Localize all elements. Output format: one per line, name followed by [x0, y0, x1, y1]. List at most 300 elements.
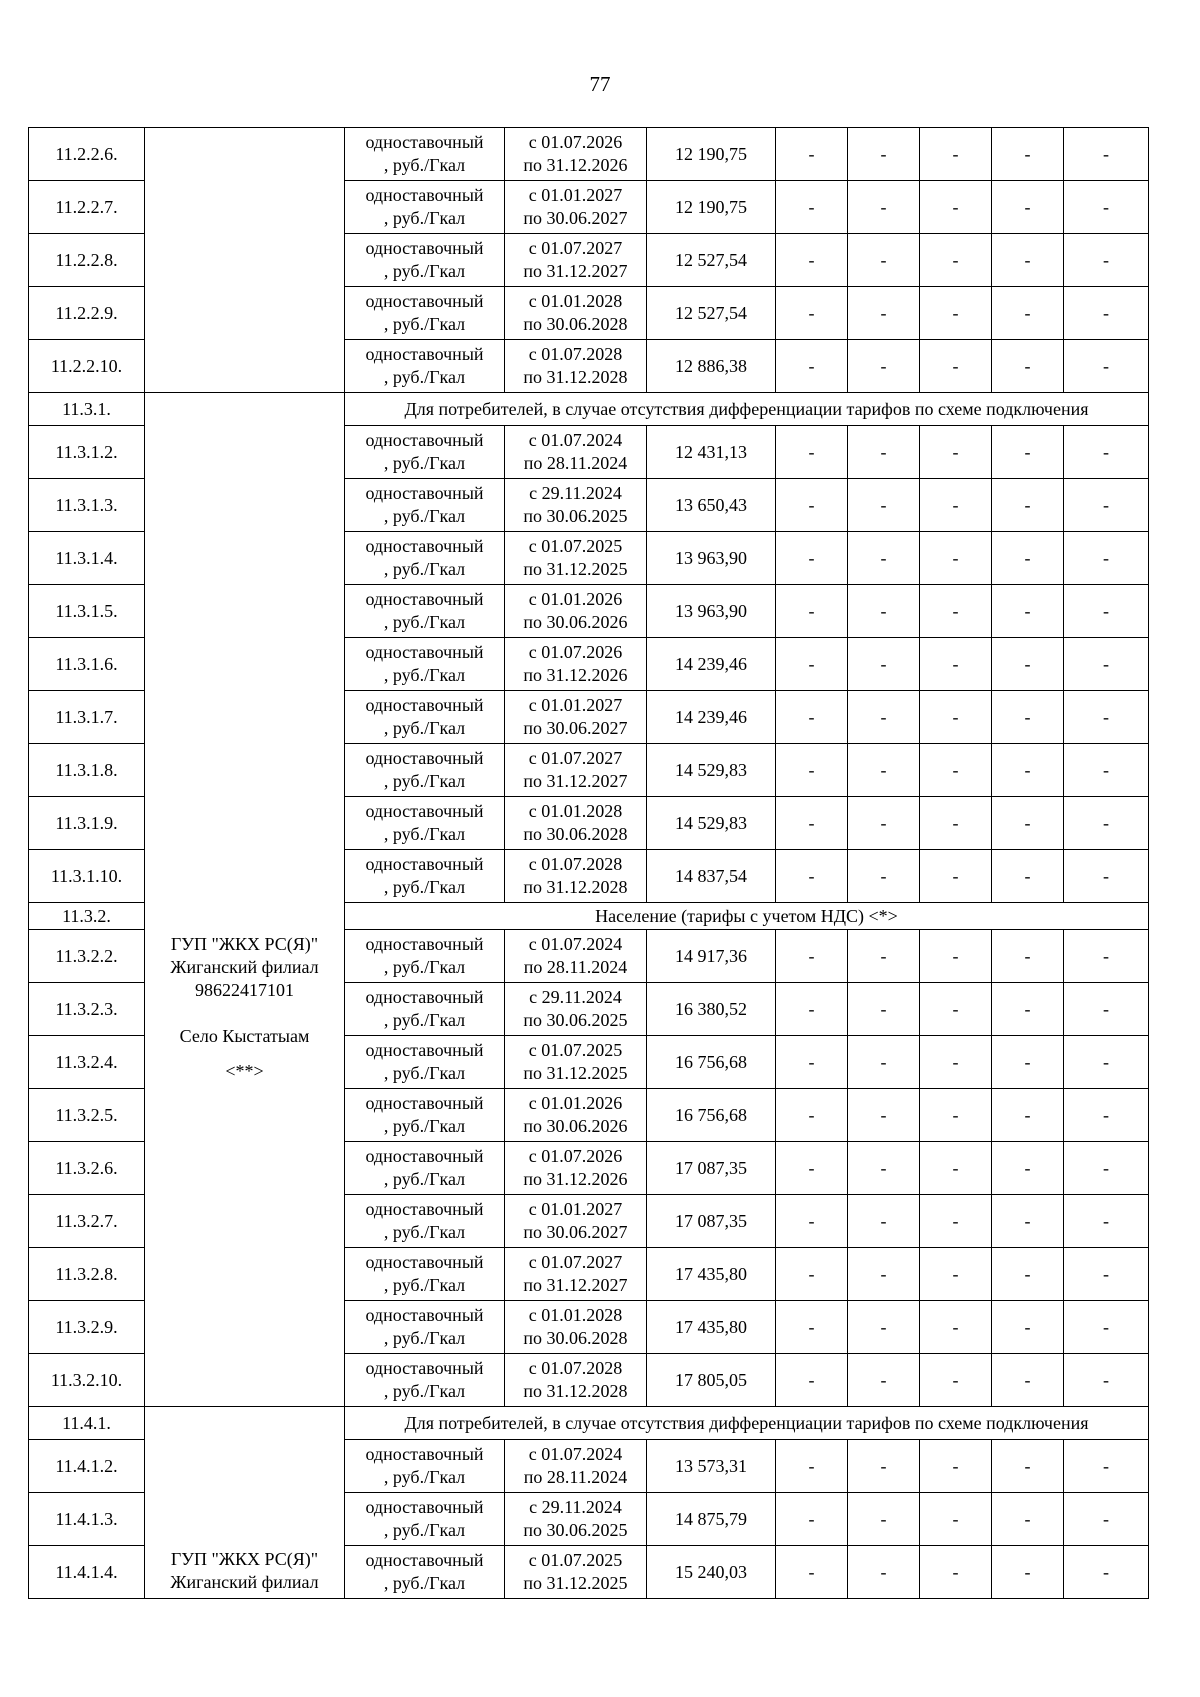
- empty-value-dash: -: [848, 1036, 920, 1089]
- empty-value-dash: -: [848, 234, 920, 287]
- tariff-value: 13 650,43: [647, 479, 776, 532]
- period-to: по 30.06.2025: [523, 1520, 628, 1540]
- tariff-unit: одноставочный , руб./Гкал: [345, 340, 505, 393]
- row-code: 11.3.2.8.: [29, 1248, 145, 1301]
- empty-value-dash: -: [920, 1354, 992, 1407]
- tariff-period: [505, 1089, 647, 1142]
- empty-value-dash: -: [776, 585, 848, 638]
- empty-value-dash: -: [776, 128, 848, 181]
- section-title: Для потребителей, в случае отсутствия дифференциации тарифов по схеме подключения: [345, 393, 1149, 426]
- empty-value-dash: -: [1064, 1195, 1149, 1248]
- period-from: с 01.01.2027: [528, 695, 623, 715]
- tariff-unit: одноставочный , руб./Гкал: [345, 585, 505, 638]
- period-to: по 31.12.2026: [523, 1169, 628, 1189]
- empty-value-dash: -: [776, 1354, 848, 1407]
- org-cell: [145, 393, 345, 1407]
- tariff-value: 12 527,54: [647, 287, 776, 340]
- tariff-period: [505, 1546, 647, 1599]
- empty-value-dash: -: [848, 128, 920, 181]
- period-to: по 30.06.2026: [523, 1116, 628, 1136]
- empty-value-dash: -: [992, 585, 1064, 638]
- row-code: 11.2.2.6.: [29, 128, 145, 181]
- empty-value-dash: -: [992, 638, 1064, 691]
- empty-value-dash: -: [776, 287, 848, 340]
- empty-value-dash: -: [1064, 638, 1149, 691]
- tariff-value: 17 087,35: [647, 1142, 776, 1195]
- tariff-table-body: [29, 128, 1149, 1599]
- empty-value-dash: -: [776, 1195, 848, 1248]
- tariff-period: [505, 234, 647, 287]
- period-to: по 31.12.2028: [523, 877, 628, 897]
- tariff-value: 14 239,46: [647, 691, 776, 744]
- section-title: Для потребителей, в случае отсутствия дифференциации тарифов по схеме подключения: [345, 1407, 1149, 1440]
- period-to: по 28.11.2024: [523, 453, 628, 473]
- empty-value-dash: -: [1064, 234, 1149, 287]
- org-branch: Жиганский филиал: [170, 957, 319, 977]
- empty-value-dash: -: [920, 1301, 992, 1354]
- period-to: по 31.12.2027: [523, 771, 628, 791]
- empty-value-dash: -: [920, 532, 992, 585]
- tariff-unit: одноставочный , руб./Гкал: [345, 181, 505, 234]
- empty-value-dash: -: [1064, 1036, 1149, 1089]
- tariff-period: [505, 1142, 647, 1195]
- row-code: 11.3.1.4.: [29, 532, 145, 585]
- tariff-unit: одноставочный , руб./Гкал: [345, 1248, 505, 1301]
- row-code: 11.3.1.2.: [29, 426, 145, 479]
- empty-value-dash: -: [920, 234, 992, 287]
- empty-value-dash: -: [776, 532, 848, 585]
- tariff-value: 15 240,03: [647, 1546, 776, 1599]
- row-code: 11.3.2.6.: [29, 1142, 145, 1195]
- empty-value-dash: -: [992, 1440, 1064, 1493]
- empty-value-dash: -: [848, 930, 920, 983]
- tariff-unit: одноставочный , руб./Гкал: [345, 479, 505, 532]
- tariff-unit: одноставочный , руб./Гкал: [345, 1195, 505, 1248]
- tariff-unit: одноставочный , руб./Гкал: [345, 1546, 505, 1599]
- empty-value-dash: -: [776, 850, 848, 903]
- empty-value-dash: -: [848, 1142, 920, 1195]
- tariff-unit: одноставочный , руб./Гкал: [345, 638, 505, 691]
- row-code: 11.2.2.10.: [29, 340, 145, 393]
- tariff-period: [505, 930, 647, 983]
- tariff-period: [505, 479, 647, 532]
- tariff-period: [505, 1248, 647, 1301]
- tariff-table: [28, 127, 1149, 1599]
- tariff-unit: одноставочный , руб./Гкал: [345, 1036, 505, 1089]
- empty-value-dash: -: [776, 983, 848, 1036]
- empty-value-dash: -: [776, 181, 848, 234]
- empty-value-dash: -: [920, 1248, 992, 1301]
- tariff-period: [505, 638, 647, 691]
- empty-value-dash: -: [992, 744, 1064, 797]
- tariff-unit: одноставочный , руб./Гкал: [345, 691, 505, 744]
- empty-value-dash: -: [776, 691, 848, 744]
- tariff-unit: одноставочный , руб./Гкал: [345, 797, 505, 850]
- row-code: 11.3.2.5.: [29, 1089, 145, 1142]
- empty-value-dash: -: [920, 1036, 992, 1089]
- empty-value-dash: -: [848, 1248, 920, 1301]
- tariff-value: 12 527,54: [647, 234, 776, 287]
- tariff-period: [505, 1354, 647, 1407]
- org-cell-empty: [145, 128, 345, 393]
- empty-value-dash: -: [776, 340, 848, 393]
- period-from: с 01.01.2027: [528, 185, 623, 205]
- empty-value-dash: -: [920, 585, 992, 638]
- tariff-unit: одноставочный , руб./Гкал: [345, 1142, 505, 1195]
- row-code: 11.2.2.8.: [29, 234, 145, 287]
- row-code: 11.3.2.7.: [29, 1195, 145, 1248]
- empty-value-dash: -: [848, 1089, 920, 1142]
- empty-value-dash: -: [920, 287, 992, 340]
- tariff-value: 14 917,36: [647, 930, 776, 983]
- period-from: с 01.07.2027: [528, 1252, 623, 1272]
- tariff-period: [505, 181, 647, 234]
- empty-value-dash: -: [920, 797, 992, 850]
- tariff-unit: одноставочный , руб./Гкал: [345, 128, 505, 181]
- empty-value-dash: -: [920, 850, 992, 903]
- row-code: 11.3.2.9.: [29, 1301, 145, 1354]
- tariff-value: 17 805,05: [647, 1354, 776, 1407]
- org-branch: Жиганский филиал: [170, 1572, 319, 1592]
- empty-value-dash: -: [920, 128, 992, 181]
- period-from: с 01.01.2028: [528, 291, 623, 311]
- empty-value-dash: -: [1064, 983, 1149, 1036]
- empty-value-dash: -: [1064, 532, 1149, 585]
- empty-value-dash: -: [992, 850, 1064, 903]
- empty-value-dash: -: [920, 1546, 992, 1599]
- empty-value-dash: -: [992, 426, 1064, 479]
- row-code: 11.3.1.7.: [29, 691, 145, 744]
- empty-value-dash: -: [776, 638, 848, 691]
- empty-value-dash: -: [776, 744, 848, 797]
- tariff-period: [505, 426, 647, 479]
- period-from: с 01.01.2026: [528, 1093, 623, 1113]
- empty-value-dash: -: [1064, 1493, 1149, 1546]
- tariff-unit: одноставочный , руб./Гкал: [345, 234, 505, 287]
- tariff-period: [505, 287, 647, 340]
- period-from: с 01.01.2028: [528, 801, 623, 821]
- tariff-period: [505, 983, 647, 1036]
- tariff-period: [505, 1301, 647, 1354]
- empty-value-dash: -: [992, 234, 1064, 287]
- empty-value-dash: -: [920, 181, 992, 234]
- page-number: 77: [589, 72, 611, 96]
- empty-value-dash: -: [848, 1195, 920, 1248]
- period-from: с 01.07.2024: [528, 934, 623, 954]
- empty-value-dash: -: [848, 1546, 920, 1599]
- empty-value-dash: -: [992, 1493, 1064, 1546]
- tariff-value: 14 837,54: [647, 850, 776, 903]
- tariff-unit: одноставочный , руб./Гкал: [345, 1354, 505, 1407]
- empty-value-dash: -: [992, 1036, 1064, 1089]
- tariff-unit: одноставочный , руб./Гкал: [345, 850, 505, 903]
- period-from: с 01.07.2026: [528, 642, 623, 662]
- period-to: по 31.12.2026: [523, 155, 628, 175]
- empty-value-dash: -: [1064, 128, 1149, 181]
- empty-value-dash: -: [1064, 1089, 1149, 1142]
- row-code: 11.3.1.5.: [29, 585, 145, 638]
- empty-value-dash: -: [1064, 426, 1149, 479]
- period-from: с 01.07.2025: [528, 1040, 623, 1060]
- org-village: Село Кыстатыам: [179, 1026, 310, 1046]
- period-to: по 30.06.2028: [523, 1328, 628, 1348]
- empty-value-dash: -: [848, 1301, 920, 1354]
- period-to: по 31.12.2027: [523, 261, 628, 281]
- empty-value-dash: -: [992, 287, 1064, 340]
- empty-value-dash: -: [1064, 1546, 1149, 1599]
- empty-value-dash: -: [1064, 850, 1149, 903]
- empty-value-dash: -: [1064, 797, 1149, 850]
- tariff-unit: одноставочный , руб./Гкал: [345, 1440, 505, 1493]
- empty-value-dash: -: [1064, 181, 1149, 234]
- tariff-value: 14 239,46: [647, 638, 776, 691]
- empty-value-dash: -: [1064, 585, 1149, 638]
- empty-value-dash: -: [1064, 479, 1149, 532]
- empty-value-dash: -: [992, 1248, 1064, 1301]
- period-to: по 31.12.2025: [523, 1063, 628, 1083]
- empty-value-dash: -: [1064, 1142, 1149, 1195]
- empty-value-dash: -: [992, 797, 1064, 850]
- tariff-value: 14 529,83: [647, 797, 776, 850]
- row-code: 11.4.1.4.: [29, 1546, 145, 1599]
- row-code: 11.3.1.6.: [29, 638, 145, 691]
- empty-value-dash: -: [920, 479, 992, 532]
- empty-value-dash: -: [992, 340, 1064, 393]
- org-name: ГУП "ЖКХ РС(Я)": [170, 1549, 319, 1569]
- empty-value-dash: -: [776, 1440, 848, 1493]
- tariff-value: 12 190,75: [647, 181, 776, 234]
- period-from: с 01.07.2026: [528, 1146, 623, 1166]
- tariff-value: 13 573,31: [647, 1440, 776, 1493]
- tariff-value: 13 963,90: [647, 585, 776, 638]
- empty-value-dash: -: [776, 797, 848, 850]
- empty-value-dash: -: [992, 1089, 1064, 1142]
- tariff-unit: одноставочный , руб./Гкал: [345, 532, 505, 585]
- row-code: 11.3.1.10.: [29, 850, 145, 903]
- empty-value-dash: -: [848, 850, 920, 903]
- empty-value-dash: -: [920, 1195, 992, 1248]
- period-from: с 01.07.2028: [528, 854, 623, 874]
- empty-value-dash: -: [776, 234, 848, 287]
- tariff-period: [505, 691, 647, 744]
- tariff-unit: одноставочный , руб./Гкал: [345, 1089, 505, 1142]
- empty-value-dash: -: [776, 426, 848, 479]
- empty-value-dash: -: [848, 479, 920, 532]
- empty-value-dash: -: [992, 1546, 1064, 1599]
- period-from: с 01.01.2026: [528, 589, 623, 609]
- section-row: [29, 393, 1149, 426]
- period-to: по 30.06.2028: [523, 824, 628, 844]
- empty-value-dash: -: [1064, 1354, 1149, 1407]
- tariff-period: [505, 1195, 647, 1248]
- period-from: с 01.07.2027: [528, 238, 623, 258]
- empty-value-dash: -: [776, 1546, 848, 1599]
- period-to: по 31.12.2026: [523, 665, 628, 685]
- empty-value-dash: -: [992, 532, 1064, 585]
- period-to: по 28.11.2024: [523, 957, 628, 977]
- row-code: 11.3.2.3.: [29, 983, 145, 1036]
- empty-value-dash: -: [848, 585, 920, 638]
- empty-value-dash: -: [848, 287, 920, 340]
- empty-value-dash: -: [920, 1440, 992, 1493]
- tariff-value: 17 087,35: [647, 1195, 776, 1248]
- period-to: по 30.06.2025: [523, 506, 628, 526]
- empty-value-dash: -: [1064, 1248, 1149, 1301]
- tariff-value: 17 435,80: [647, 1248, 776, 1301]
- empty-value-dash: -: [920, 426, 992, 479]
- empty-value-dash: -: [776, 930, 848, 983]
- table-row: [29, 128, 1149, 181]
- period-from: с 01.07.2028: [528, 1358, 623, 1378]
- row-code: 11.3.2.: [29, 903, 145, 930]
- tariff-period: [505, 585, 647, 638]
- row-code: 11.4.1.3.: [29, 1493, 145, 1546]
- empty-value-dash: -: [1064, 287, 1149, 340]
- period-from: с 29.11.2024: [529, 987, 622, 1007]
- period-to: по 31.12.2025: [523, 559, 628, 579]
- period-to: по 31.12.2027: [523, 1275, 628, 1295]
- tariff-period: [505, 128, 647, 181]
- tariff-unit: одноставочный , руб./Гкал: [345, 287, 505, 340]
- empty-value-dash: -: [992, 1142, 1064, 1195]
- empty-value-dash: -: [992, 1354, 1064, 1407]
- period-from: с 01.01.2027: [528, 1199, 623, 1219]
- tariff-unit: одноставочный , руб./Гкал: [345, 426, 505, 479]
- empty-value-dash: -: [848, 426, 920, 479]
- empty-value-dash: -: [1064, 1301, 1149, 1354]
- period-to: по 31.12.2025: [523, 1573, 628, 1593]
- row-code: 11.3.2.2.: [29, 930, 145, 983]
- tariff-period: [505, 744, 647, 797]
- section-row: [29, 1407, 1149, 1440]
- tariff-value: 14 529,83: [647, 744, 776, 797]
- tariff-value: 13 963,90: [647, 532, 776, 585]
- tariff-value: 16 380,52: [647, 983, 776, 1036]
- tariff-unit: одноставочный , руб./Гкал: [345, 983, 505, 1036]
- empty-value-dash: -: [992, 930, 1064, 983]
- empty-value-dash: -: [920, 930, 992, 983]
- empty-value-dash: -: [848, 1493, 920, 1546]
- tariff-period: [505, 532, 647, 585]
- period-from: с 01.07.2024: [528, 1444, 623, 1464]
- period-from: с 01.07.2028: [528, 344, 623, 364]
- row-code: 11.3.1.8.: [29, 744, 145, 797]
- empty-value-dash: -: [776, 1089, 848, 1142]
- period-from: с 29.11.2024: [529, 483, 622, 503]
- period-from: с 01.07.2025: [528, 1550, 623, 1570]
- empty-value-dash: -: [848, 1440, 920, 1493]
- empty-value-dash: -: [848, 983, 920, 1036]
- empty-value-dash: -: [776, 479, 848, 532]
- tariff-period: [505, 850, 647, 903]
- org-code: 98622417101: [195, 980, 294, 1000]
- period-to: по 30.06.2026: [523, 612, 628, 632]
- period-from: с 01.01.2028: [528, 1305, 623, 1325]
- tariff-value: 17 435,80: [647, 1301, 776, 1354]
- tariff-unit: одноставочный , руб./Гкал: [345, 1493, 505, 1546]
- period-from: с 01.07.2027: [528, 748, 623, 768]
- org-cell: [145, 1407, 345, 1599]
- period-to: по 30.06.2027: [523, 208, 628, 228]
- tariff-period: [505, 1440, 647, 1493]
- period-to: по 30.06.2027: [523, 1222, 628, 1242]
- empty-value-dash: -: [776, 1142, 848, 1195]
- period-from: с 01.07.2026: [528, 132, 623, 152]
- empty-value-dash: -: [920, 691, 992, 744]
- period-to: по 30.06.2028: [523, 314, 628, 334]
- tariff-period: [505, 1493, 647, 1546]
- empty-value-dash: -: [920, 744, 992, 797]
- empty-value-dash: -: [992, 1195, 1064, 1248]
- empty-value-dash: -: [1064, 691, 1149, 744]
- row-code: 11.2.2.7.: [29, 181, 145, 234]
- empty-value-dash: -: [848, 1354, 920, 1407]
- tariff-period: [505, 340, 647, 393]
- empty-value-dash: -: [1064, 930, 1149, 983]
- empty-value-dash: -: [992, 691, 1064, 744]
- empty-value-dash: -: [992, 128, 1064, 181]
- row-code: 11.4.1.: [29, 1407, 145, 1440]
- period-to: по 31.12.2028: [523, 1381, 628, 1401]
- period-to: по 30.06.2027: [523, 718, 628, 738]
- empty-value-dash: -: [1064, 1440, 1149, 1493]
- empty-value-dash: -: [920, 340, 992, 393]
- tariff-unit: одноставочный , руб./Гкал: [345, 744, 505, 797]
- period-from: с 01.07.2024: [528, 430, 623, 450]
- empty-value-dash: -: [776, 1301, 848, 1354]
- empty-value-dash: -: [848, 532, 920, 585]
- period-from: с 01.07.2025: [528, 536, 623, 556]
- empty-value-dash: -: [848, 638, 920, 691]
- tariff-value: 16 756,68: [647, 1036, 776, 1089]
- tariff-value: 12 190,75: [647, 128, 776, 181]
- tariff-period: [505, 1036, 647, 1089]
- period-to: по 31.12.2028: [523, 367, 628, 387]
- empty-value-dash: -: [992, 1301, 1064, 1354]
- org-name: ГУП "ЖКХ РС(Я)": [170, 934, 319, 954]
- empty-value-dash: -: [848, 691, 920, 744]
- row-code: 11.3.2.10.: [29, 1354, 145, 1407]
- row-code: 11.3.1.3.: [29, 479, 145, 532]
- row-code: 11.4.1.2.: [29, 1440, 145, 1493]
- section-title: Население (тарифы с учетом НДС) <*>: [345, 903, 1149, 930]
- empty-value-dash: -: [920, 1089, 992, 1142]
- empty-value-dash: -: [776, 1493, 848, 1546]
- empty-value-dash: -: [848, 797, 920, 850]
- tariff-unit: одноставочный , руб./Гкал: [345, 930, 505, 983]
- tariff-value: 16 756,68: [647, 1089, 776, 1142]
- tariff-value: 14 875,79: [647, 1493, 776, 1546]
- period-from: с 29.11.2024: [529, 1497, 622, 1517]
- org-note: <**>: [225, 1061, 264, 1081]
- empty-value-dash: -: [1064, 340, 1149, 393]
- empty-value-dash: -: [848, 181, 920, 234]
- empty-value-dash: -: [920, 1142, 992, 1195]
- tariff-unit: одноставочный , руб./Гкал: [345, 1301, 505, 1354]
- empty-value-dash: -: [920, 1493, 992, 1546]
- tariff-period: [505, 797, 647, 850]
- row-code: 11.2.2.9.: [29, 287, 145, 340]
- empty-value-dash: -: [992, 479, 1064, 532]
- empty-value-dash: -: [776, 1248, 848, 1301]
- empty-value-dash: -: [848, 744, 920, 797]
- empty-value-dash: -: [848, 340, 920, 393]
- tariff-value: 12 886,38: [647, 340, 776, 393]
- period-to: по 30.06.2025: [523, 1010, 628, 1030]
- empty-value-dash: -: [1064, 744, 1149, 797]
- empty-value-dash: -: [992, 983, 1064, 1036]
- row-code: 11.3.2.4.: [29, 1036, 145, 1089]
